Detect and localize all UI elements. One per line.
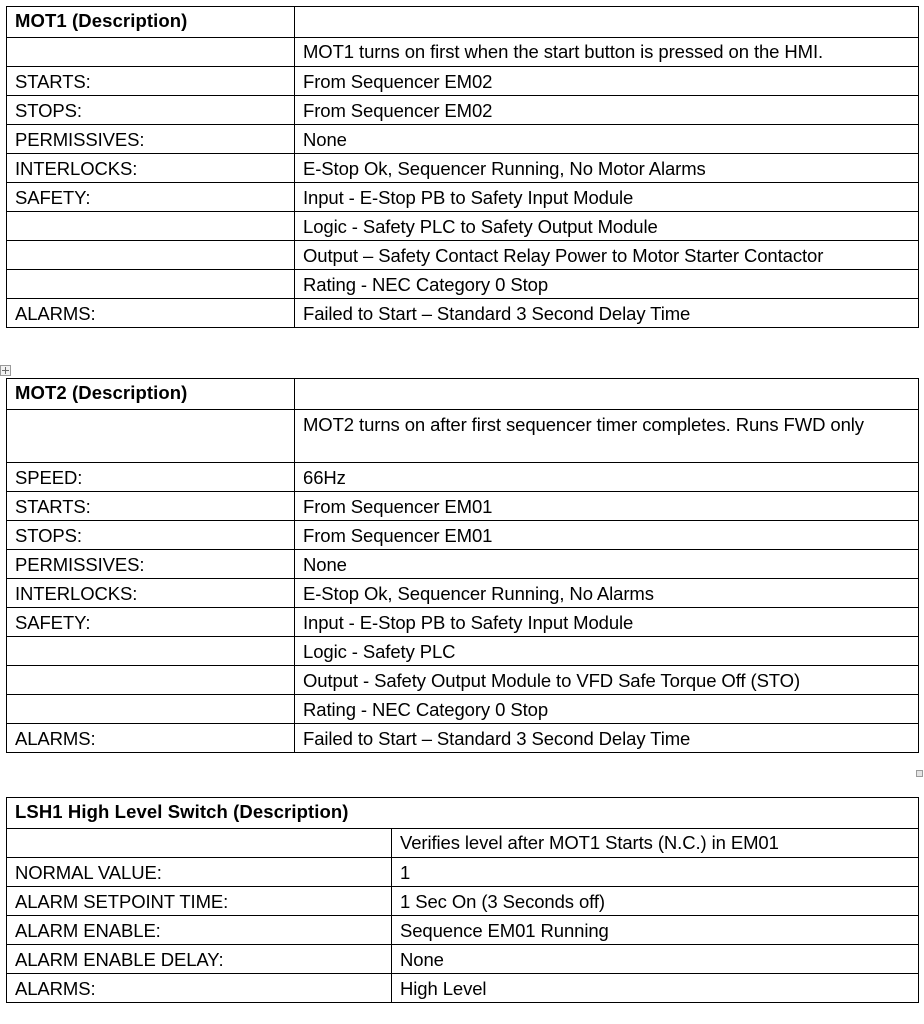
row-label-blank: [7, 270, 295, 299]
row-label: INTERLOCKS:: [7, 579, 295, 608]
spec-table-mot2: [6, 378, 919, 753]
table-resize-handle-icon[interactable]: [916, 770, 923, 777]
table-row: [7, 858, 919, 887]
row-value: Verifies level after MOT1 Starts (N.C.) in EM01: [392, 829, 919, 858]
table-header-blank-cell: [295, 7, 919, 38]
table-row: [7, 637, 919, 666]
row-label: ALARMS:: [7, 974, 392, 1003]
row-value: From Sequencer EM01: [295, 521, 919, 550]
table-title: MOT1 (Description): [7, 7, 295, 38]
row-value: Logic - Safety PLC: [295, 637, 919, 666]
table-row: [7, 38, 919, 67]
row-value: 1 Sec On (3 Seconds off): [392, 887, 919, 916]
spec-table-lsh1: [6, 797, 919, 1003]
row-value: None: [295, 125, 919, 154]
row-label-blank: [7, 212, 295, 241]
row-label: PERMISSIVES:: [7, 125, 295, 154]
row-value: Logic - Safety PLC to Safety Output Module: [295, 212, 919, 241]
row-value: Failed to Start – Standard 3 Second Delay Time: [295, 299, 919, 328]
table-row: [7, 410, 919, 463]
table-row: [7, 521, 919, 550]
row-value: 66Hz: [295, 463, 919, 492]
row-value: Output - Safety Output Module to VFD Safe Torque Off (STO): [295, 666, 919, 695]
row-value: None: [392, 945, 919, 974]
row-label: ALARM ENABLE:: [7, 916, 392, 945]
row-label-blank: [7, 410, 295, 463]
row-label: STOPS:: [7, 96, 295, 125]
table-row: [7, 887, 919, 916]
table-row: [7, 67, 919, 96]
spec-table-mot1: [6, 6, 919, 328]
row-value: Input - E-Stop PB to Safety Input Module: [295, 183, 919, 212]
row-value: Input - E-Stop PB to Safety Input Module: [295, 608, 919, 637]
table-row: [7, 695, 919, 724]
table-header-blank-cell: [295, 379, 919, 410]
table-row: [7, 829, 919, 858]
row-label: STARTS:: [7, 492, 295, 521]
table-row: [7, 666, 919, 695]
row-label: SAFETY:: [7, 183, 295, 212]
row-label: NORMAL VALUE:: [7, 858, 392, 887]
row-value: Rating - NEC Category 0 Stop: [295, 695, 919, 724]
table-header-row: [7, 379, 919, 410]
row-label-blank: [7, 241, 295, 270]
row-label-blank: [7, 637, 295, 666]
row-value: From Sequencer EM02: [295, 96, 919, 125]
table-row: [7, 270, 919, 299]
table-title: LSH1 High Level Switch (Description): [7, 798, 919, 829]
spec-table-lsh1-body: [7, 798, 919, 1003]
table-row: [7, 154, 919, 183]
table-row: [7, 492, 919, 521]
row-label: INTERLOCKS:: [7, 154, 295, 183]
table-row: [7, 183, 919, 212]
table-row: [7, 608, 919, 637]
table-row: [7, 550, 919, 579]
row-label: ALARM ENABLE DELAY:: [7, 945, 392, 974]
table-row: [7, 96, 919, 125]
table-row: [7, 241, 919, 270]
row-value: E-Stop Ok, Sequencer Running, No Motor Alarms: [295, 154, 919, 183]
table-row: [7, 579, 919, 608]
row-label-blank: [7, 695, 295, 724]
row-value: Sequence EM01 Running: [392, 916, 919, 945]
row-label: SAFETY:: [7, 608, 295, 637]
row-label: PERMISSIVES:: [7, 550, 295, 579]
row-label: ALARMS:: [7, 299, 295, 328]
row-value: Output – Safety Contact Relay Power to Motor Starter Contactor: [295, 241, 919, 270]
table-header-row: [7, 798, 919, 829]
row-label: STARTS:: [7, 67, 295, 96]
row-value: 1: [392, 858, 919, 887]
row-label: ALARMS:: [7, 724, 295, 753]
row-value: High Level: [392, 974, 919, 1003]
row-label: SPEED:: [7, 463, 295, 492]
table-row: [7, 724, 919, 753]
row-value: MOT1 turns on first when the start button is pressed on the HMI.: [295, 38, 919, 67]
table-row: [7, 125, 919, 154]
table-row: [7, 974, 919, 1003]
move-handle-vertical-bar: [5, 367, 6, 374]
row-label: STOPS:: [7, 521, 295, 550]
row-label-blank: [7, 38, 295, 67]
table-row: [7, 212, 919, 241]
row-value: None: [295, 550, 919, 579]
row-value: Failed to Start – Standard 3 Second Delay Time: [295, 724, 919, 753]
row-value: From Sequencer EM02: [295, 67, 919, 96]
table-row: [7, 463, 919, 492]
spec-table-mot1-body: [7, 7, 919, 328]
table-row: [7, 916, 919, 945]
table-move-handle-icon[interactable]: [0, 365, 11, 376]
row-value: Rating - NEC Category 0 Stop: [295, 270, 919, 299]
table-title: MOT2 (Description): [7, 379, 295, 410]
row-label: ALARM SETPOINT TIME:: [7, 887, 392, 916]
table-row: [7, 945, 919, 974]
row-value: MOT2 turns on after first sequencer timer completes. Runs FWD only: [295, 410, 919, 463]
row-label-blank: [7, 829, 392, 858]
table-header-row: [7, 7, 919, 38]
row-value: E-Stop Ok, Sequencer Running, No Alarms: [295, 579, 919, 608]
spec-table-mot2-body: [7, 379, 919, 753]
table-row: [7, 299, 919, 328]
row-label-blank: [7, 666, 295, 695]
row-value: From Sequencer EM01: [295, 492, 919, 521]
